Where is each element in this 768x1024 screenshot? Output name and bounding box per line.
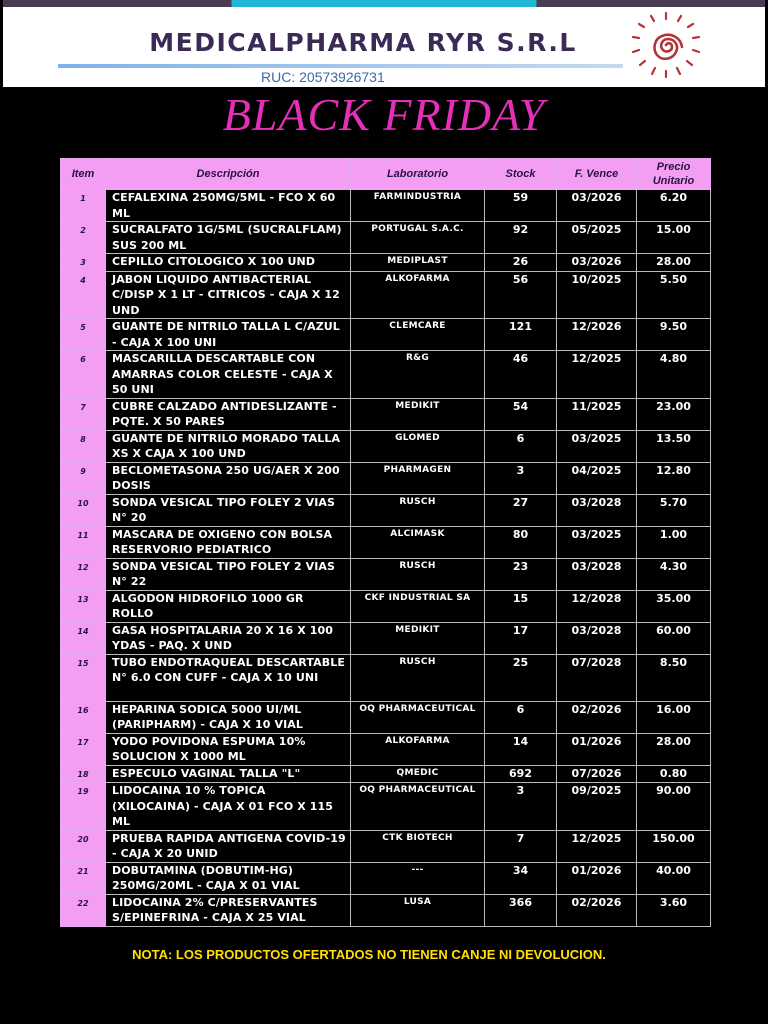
cell-stock: 27 bbox=[485, 494, 557, 526]
cell-precio: 4.30 bbox=[637, 558, 711, 590]
cell-item: 7 bbox=[61, 398, 106, 430]
cell-vence: 07/2026 bbox=[557, 765, 637, 783]
cell-stock: 3 bbox=[485, 783, 557, 831]
table-row bbox=[61, 783, 711, 831]
cell-stock: 6 bbox=[485, 701, 557, 733]
cell-stock: 59 bbox=[485, 190, 557, 222]
table-row bbox=[61, 894, 711, 926]
cell-precio: 13.50 bbox=[637, 430, 711, 462]
cell-stock: 54 bbox=[485, 398, 557, 430]
cell-vence: 12/2025 bbox=[557, 830, 637, 862]
cell-laboratorio: CKF INDUSTRIAL SA bbox=[351, 590, 485, 622]
cell-vence: 02/2026 bbox=[557, 894, 637, 926]
cell-laboratorio: PORTUGAL S.A.C. bbox=[351, 222, 485, 254]
cell-laboratorio: MEDIKIT bbox=[351, 622, 485, 654]
cell-item: 17 bbox=[61, 733, 106, 765]
header-item: Item bbox=[61, 159, 106, 190]
cell-descripcion: MASCARILLA DESCARTABLE CON AMARRAS COLOR CELESTE - CAJA X 50 UNI bbox=[106, 351, 351, 399]
cell-laboratorio: ALKOFARMA bbox=[351, 271, 485, 319]
cell-item: 3 bbox=[61, 254, 106, 272]
cell-stock: 23 bbox=[485, 558, 557, 590]
cell-item: 18 bbox=[61, 765, 106, 783]
cell-descripcion: JABON LIQUIDO ANTIBACTERIAL C/DISP X 1 LT - CITRICOS - CAJA X 12 UND bbox=[106, 271, 351, 319]
cell-item: 20 bbox=[61, 830, 106, 862]
table-row bbox=[61, 765, 711, 783]
cell-laboratorio: FARMINDUSTRIA bbox=[351, 190, 485, 222]
cell-stock: 17 bbox=[485, 622, 557, 654]
cell-item: 6 bbox=[61, 351, 106, 399]
company-ruc: RUC: 20573926731 bbox=[261, 69, 385, 85]
cell-precio: 28.00 bbox=[637, 733, 711, 765]
table-row bbox=[61, 222, 711, 254]
table-row bbox=[61, 590, 711, 622]
cell-laboratorio: RUSCH bbox=[351, 494, 485, 526]
cell-item: 10 bbox=[61, 494, 106, 526]
table-row bbox=[61, 190, 711, 222]
cell-vence: 12/2028 bbox=[557, 590, 637, 622]
cell-item: 16 bbox=[61, 701, 106, 733]
company-header bbox=[3, 0, 765, 87]
table-row bbox=[61, 494, 711, 526]
cell-laboratorio: RUSCH bbox=[351, 654, 485, 701]
cell-item: 1 bbox=[61, 190, 106, 222]
header-color-bar bbox=[3, 0, 765, 7]
cell-stock: 366 bbox=[485, 894, 557, 926]
cell-precio: 6.20 bbox=[637, 190, 711, 222]
cell-descripcion: PRUEBA RAPIDA ANTIGENA COVID-19 - CAJA X 20 UNID bbox=[106, 830, 351, 862]
cell-descripcion: ESPECULO VAGINAL TALLA "L" bbox=[106, 765, 351, 783]
cell-laboratorio: QMEDIC bbox=[351, 765, 485, 783]
cell-stock: 7 bbox=[485, 830, 557, 862]
cell-descripcion: GASA HOSPITALARIA 20 X 16 X 100 YDAS - PAQ. X UND bbox=[106, 622, 351, 654]
cell-precio: 35.00 bbox=[637, 590, 711, 622]
cell-item: 14 bbox=[61, 622, 106, 654]
cell-stock: 80 bbox=[485, 526, 557, 558]
footer-note: NOTA: LOS PRODUCTOS OFERTADOS NO TIENEN CANJE NI DEVOLUCION. bbox=[132, 947, 606, 962]
table-row bbox=[61, 319, 711, 351]
header-vence: F. Vence bbox=[557, 159, 637, 190]
cell-laboratorio: ALKOFARMA bbox=[351, 733, 485, 765]
cell-laboratorio: PHARMAGEN bbox=[351, 462, 485, 494]
cell-item: 21 bbox=[61, 862, 106, 894]
cell-vence: 03/2028 bbox=[557, 622, 637, 654]
cell-item: 11 bbox=[61, 526, 106, 558]
table-row bbox=[61, 271, 711, 319]
table-row bbox=[61, 254, 711, 272]
cell-vence: 07/2028 bbox=[557, 654, 637, 701]
cell-descripcion: CUBRE CALZADO ANTIDESLIZANTE - PQTE. X 50 PARES bbox=[106, 398, 351, 430]
cell-vence: 03/2026 bbox=[557, 254, 637, 272]
cell-item: 12 bbox=[61, 558, 106, 590]
table-row bbox=[61, 862, 711, 894]
cell-vence: 12/2025 bbox=[557, 351, 637, 399]
cell-precio: 12.80 bbox=[637, 462, 711, 494]
cell-precio: 16.00 bbox=[637, 701, 711, 733]
cell-stock: 92 bbox=[485, 222, 557, 254]
table-row bbox=[61, 654, 711, 701]
cell-laboratorio: RUSCH bbox=[351, 558, 485, 590]
cell-stock: 46 bbox=[485, 351, 557, 399]
cell-precio: 4.80 bbox=[637, 351, 711, 399]
cell-precio: 5.70 bbox=[637, 494, 711, 526]
cell-item: 4 bbox=[61, 271, 106, 319]
cell-stock: 6 bbox=[485, 430, 557, 462]
cell-precio: 9.50 bbox=[637, 319, 711, 351]
cell-precio: 90.00 bbox=[637, 783, 711, 831]
cell-descripcion: CEPILLO CITOLOGICO X 100 UND bbox=[106, 254, 351, 272]
cell-precio: 1.00 bbox=[637, 526, 711, 558]
cell-item: 9 bbox=[61, 462, 106, 494]
cell-item: 2 bbox=[61, 222, 106, 254]
cell-laboratorio: OQ PHARMACEUTICAL bbox=[351, 783, 485, 831]
table-row bbox=[61, 558, 711, 590]
company-name: MEDICALPHARMA RYR S.R.L bbox=[149, 28, 577, 57]
cell-vence: 11/2025 bbox=[557, 398, 637, 430]
cell-precio: 3.60 bbox=[637, 894, 711, 926]
cell-descripcion: MASCARA DE OXIGENO CON BOLSA RESERVORIO PEDIATRICO bbox=[106, 526, 351, 558]
spiral-sun-icon bbox=[623, 10, 709, 80]
cell-stock: 14 bbox=[485, 733, 557, 765]
cell-laboratorio: OQ PHARMACEUTICAL bbox=[351, 701, 485, 733]
cell-descripcion: LIDOCAINA 10 % TOPICA (XILOCAINA) - CAJA X 01 FCO X 115 ML bbox=[106, 783, 351, 831]
cell-stock: 692 bbox=[485, 765, 557, 783]
table-body bbox=[61, 190, 711, 927]
cell-descripcion: TUBO ENDOTRAQUEAL DESCARTABLE N° 6.0 CON CUFF - CAJA X 10 UNI bbox=[106, 654, 351, 701]
table-header-row bbox=[61, 159, 711, 190]
cell-stock: 25 bbox=[485, 654, 557, 701]
cell-vence: 03/2025 bbox=[557, 430, 637, 462]
cell-descripcion: YODO POVIDONA ESPUMA 10% SOLUCION X 1000 ML bbox=[106, 733, 351, 765]
cell-descripcion: GUANTE DE NITRILO MORADO TALLA XS X CAJA X 100 UND bbox=[106, 430, 351, 462]
cell-precio: 28.00 bbox=[637, 254, 711, 272]
cell-stock: 26 bbox=[485, 254, 557, 272]
header-stock: Stock bbox=[485, 159, 557, 190]
table-row bbox=[61, 351, 711, 399]
table-row bbox=[61, 830, 711, 862]
table-row bbox=[61, 462, 711, 494]
table-row bbox=[61, 622, 711, 654]
cell-vence: 05/2025 bbox=[557, 222, 637, 254]
cell-stock: 3 bbox=[485, 462, 557, 494]
cell-vence: 01/2026 bbox=[557, 733, 637, 765]
cell-descripcion: HEPARINA SODICA 5000 UI/ML (PARIPHARM) - CAJA X 10 VIAL bbox=[106, 701, 351, 733]
cell-laboratorio: MEDIPLAST bbox=[351, 254, 485, 272]
cell-vence: 03/2026 bbox=[557, 190, 637, 222]
cell-item: 22 bbox=[61, 894, 106, 926]
cell-stock: 56 bbox=[485, 271, 557, 319]
cell-precio: 0.80 bbox=[637, 765, 711, 783]
table-row bbox=[61, 398, 711, 430]
black-friday-title: BLACK FRIDAY bbox=[222, 89, 546, 140]
cell-laboratorio: R&G bbox=[351, 351, 485, 399]
table-row bbox=[61, 733, 711, 765]
cell-laboratorio: MEDIKIT bbox=[351, 398, 485, 430]
cell-descripcion: GUANTE DE NITRILO TALLA L C/AZUL - CAJA X 100 UNI bbox=[106, 319, 351, 351]
cell-descripcion: SONDA VESICAL TIPO FOLEY 2 VIAS N° 22 bbox=[106, 558, 351, 590]
cell-vence: 03/2028 bbox=[557, 494, 637, 526]
cell-vence: 02/2026 bbox=[557, 701, 637, 733]
cell-vence: 03/2028 bbox=[557, 558, 637, 590]
cell-precio: 8.50 bbox=[637, 654, 711, 701]
cell-descripcion: LIDOCAINA 2% C/PRESERVANTES S/EPINEFRINA - CAJA X 25 VIAL bbox=[106, 894, 351, 926]
cell-descripcion: CEFALEXINA 250MG/5ML - FCO X 60 ML bbox=[106, 190, 351, 222]
cell-precio: 15.00 bbox=[637, 222, 711, 254]
cell-stock: 121 bbox=[485, 319, 557, 351]
cell-laboratorio: ALCIMASK bbox=[351, 526, 485, 558]
cell-stock: 34 bbox=[485, 862, 557, 894]
header-laboratorio: Laboratorio bbox=[351, 159, 485, 190]
header-precio: Precio Unitario bbox=[637, 159, 711, 190]
cell-descripcion: DOBUTAMINA (DOBUTIM-HG) 250MG/20ML - CAJA X 01 VIAL bbox=[106, 862, 351, 894]
table-row bbox=[61, 701, 711, 733]
cell-vence: 01/2026 bbox=[557, 862, 637, 894]
cell-descripcion: SUCRALFATO 1G/5ML (SUCRALFLAM) SUS 200 ML bbox=[106, 222, 351, 254]
products-table bbox=[60, 158, 711, 927]
cell-item: 8 bbox=[61, 430, 106, 462]
cell-laboratorio: CLEMCARE bbox=[351, 319, 485, 351]
cell-precio: 150.00 bbox=[637, 830, 711, 862]
cell-vence: 12/2026 bbox=[557, 319, 637, 351]
cell-precio: 5.50 bbox=[637, 271, 711, 319]
cell-stock: 15 bbox=[485, 590, 557, 622]
cell-item: 5 bbox=[61, 319, 106, 351]
cell-vence: 09/2025 bbox=[557, 783, 637, 831]
cell-precio: 40.00 bbox=[637, 862, 711, 894]
cell-precio: 23.00 bbox=[637, 398, 711, 430]
cell-descripcion: SONDA VESICAL TIPO FOLEY 2 VIAS N° 20 bbox=[106, 494, 351, 526]
cell-vence: 03/2025 bbox=[557, 526, 637, 558]
cell-item: 13 bbox=[61, 590, 106, 622]
header-underline bbox=[58, 64, 623, 68]
cell-vence: 10/2025 bbox=[557, 271, 637, 319]
cell-laboratorio: CTK BIOTECH bbox=[351, 830, 485, 862]
table-row bbox=[61, 430, 711, 462]
cell-item: 15 bbox=[61, 654, 106, 701]
cell-descripcion: BECLOMETASONA 250 UG/AER X 200 DOSIS bbox=[106, 462, 351, 494]
cell-precio: 60.00 bbox=[637, 622, 711, 654]
cell-vence: 04/2025 bbox=[557, 462, 637, 494]
table-row bbox=[61, 526, 711, 558]
cell-descripcion: ALGODON HIDROFILO 1000 GR ROLLO bbox=[106, 590, 351, 622]
cell-laboratorio: GLOMED bbox=[351, 430, 485, 462]
cell-laboratorio: LUSA bbox=[351, 894, 485, 926]
cell-laboratorio: --- bbox=[351, 862, 485, 894]
header-descripcion: Descripción bbox=[106, 159, 351, 190]
cell-item: 19 bbox=[61, 783, 106, 831]
